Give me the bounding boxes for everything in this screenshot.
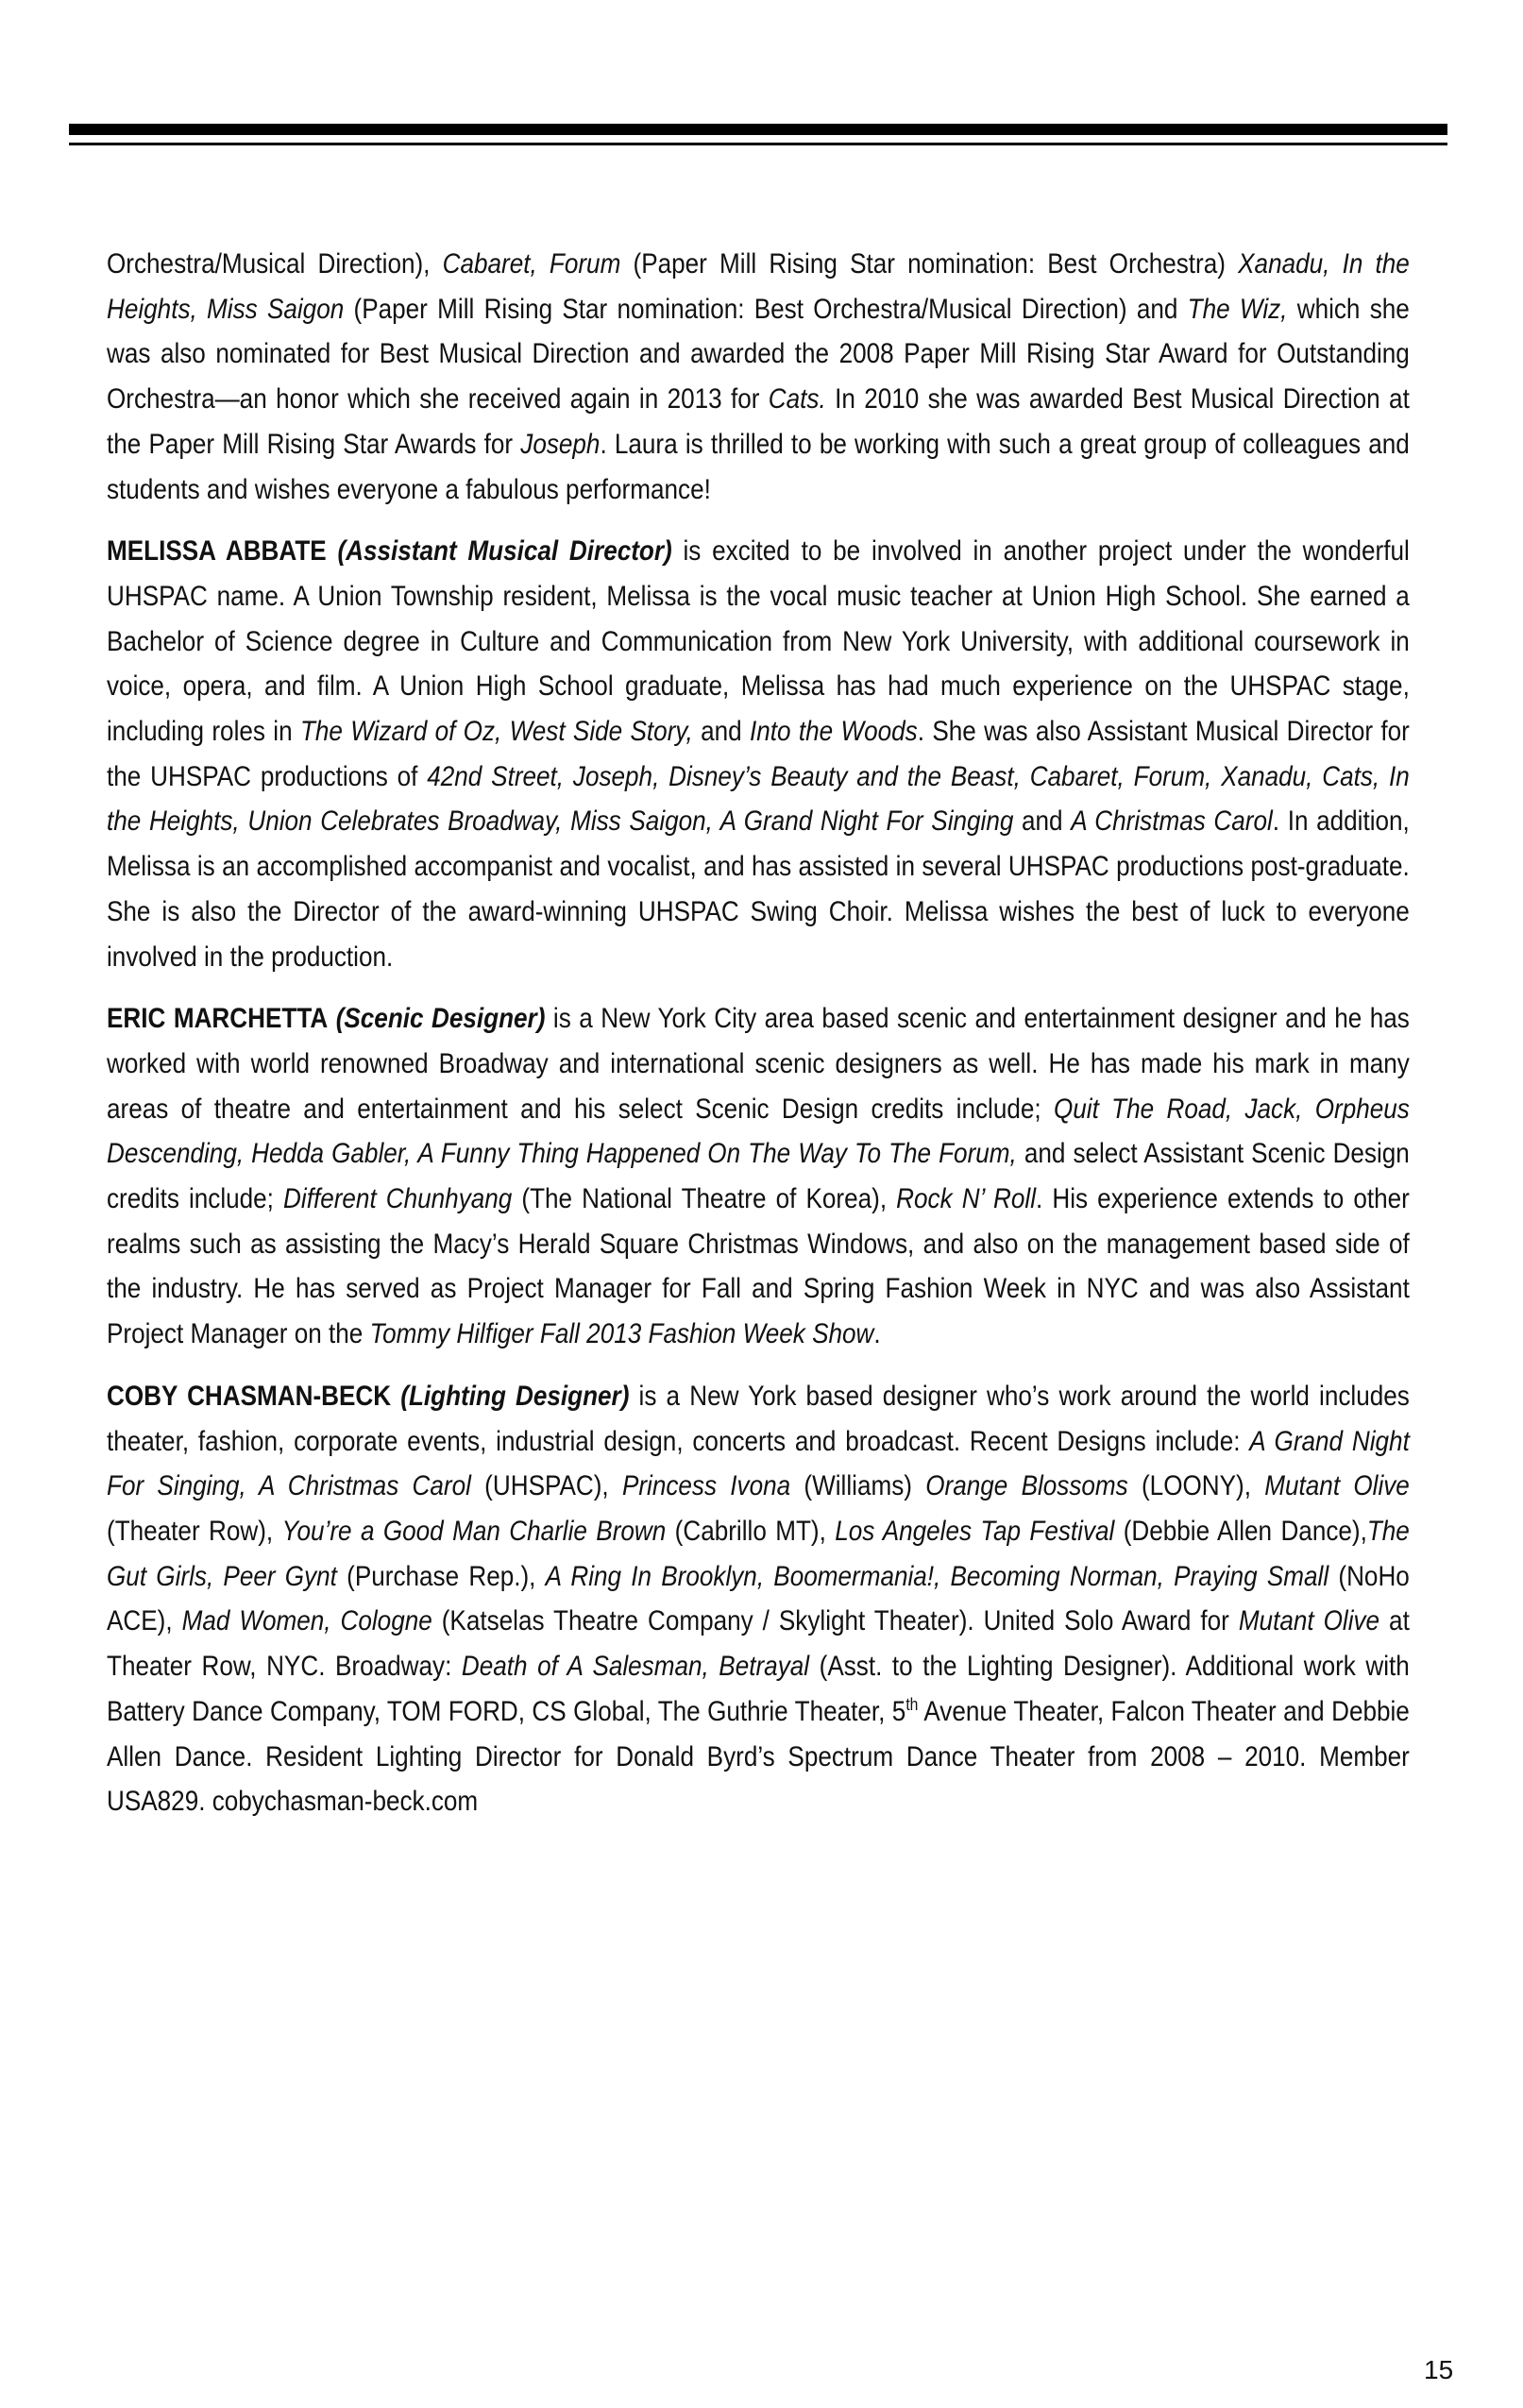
bio-text: . His experience extends to other realms such as assisting the Macy’s Herald Square Christmas Windows, and also on the management based side of the industry. He has served as Project Manager for Fall and Spring Fashion Week in NYC and was also Assistant Project Manager on the <box>107 1183 1410 1350</box>
bio-paragraph-laura-continued <box>107 242 1410 512</box>
page-number: 15 <box>1424 2355 1454 2384</box>
bio-text: is a New York based designer who’s work around the world includes theater, fashion, corporate events, industrial design, concerts and broadcast. Recent Designs include: <box>107 1380 1410 1457</box>
header-rule-thin <box>69 143 1447 145</box>
bio-name: ERIC MARCHETTA <box>107 1003 329 1035</box>
bio-text: (LOONY), <box>1127 1470 1265 1502</box>
bio-text: In 2010 she was awarded Best Musical Direction at the Paper Mill Rising Star Awards for <box>107 383 1410 460</box>
production-title: Princess Ivona <box>621 1470 791 1502</box>
bio-text: (Asst. to the Lighting Designer). Additional work with Battery Dance Company, TOM FORD, CS Global, The Guthrie Theater, 5 <box>107 1651 1410 1727</box>
production-title: Cats. <box>768 383 826 415</box>
bio-text: which she was also nominated for Best Musical Direction and awarded the 2008 Paper Mill Rising Star Award for Outstanding Orchestra—an honor which she received again in 2013 for <box>107 293 1410 415</box>
production-title: The Wiz, <box>1187 293 1288 325</box>
bio-text: . <box>873 1318 881 1350</box>
bio-text: (Purchase Rep.), <box>336 1560 546 1592</box>
production-title: Mutant Olive <box>1238 1605 1380 1637</box>
bio-paragraph-coby-chasman-beck <box>107 1374 1410 1824</box>
bio-text: is excited to be involved in another project under the wonderful UHSPAC name. A Union Township resident, Melissa is the vocal music teacher at Union High School. She earned a Bachelor of Science degree in Culture and Communication from New York University, with additional coursework in voice, opera, and film. A Union High School graduate, Melissa has had much experience on the UHSPAC stage, including roles in <box>107 535 1410 748</box>
bio-text: Orchestra/Musical Direction), <box>107 248 443 280</box>
production-title: The Gut Girls, Peer Gynt <box>107 1515 1410 1592</box>
bio-text: (The National Theatre of Korea), <box>512 1183 897 1215</box>
production-title: Orange Blossoms <box>925 1470 1128 1502</box>
bio-text: and <box>692 716 750 748</box>
bio-text-column <box>107 242 1410 1841</box>
production-title: A Christmas Carol <box>1071 805 1273 838</box>
bio-text: at Theater Row, NYC. Broadway: <box>107 1605 1410 1683</box>
bio-role: (Assistant Musical Director) <box>337 535 672 568</box>
production-title: A Ring In Brooklyn, Boomermania!, Becoming Norman, Praying Small <box>545 1560 1329 1592</box>
production-title: Joseph <box>520 428 601 460</box>
bio-role: (Scenic Designer) <box>335 1003 546 1035</box>
production-title: Different Chunhyang <box>283 1183 513 1215</box>
bio-text: (Paper Mill Rising Star nomination: Best Orchestra) <box>620 248 1239 280</box>
production-title: Mutant Olive <box>1264 1470 1410 1502</box>
bio-text: . In addition, Melissa is an accomplished accompanist and vocalist, and has assisted in several UHSPAC productions post-graduate. She is also the Director of the award-winning UHSPAC Swing Choir. Melissa wishes the best of luck to everyone involved in the production. <box>107 805 1410 973</box>
production-title: Mad Women, Cologne <box>181 1605 432 1637</box>
bio-role: (Lighting Designer) <box>400 1380 630 1412</box>
production-title: Tommy Hilfiger Fall 2013 Fashion Week Show <box>369 1318 874 1350</box>
production-title: Quit The Road, Jack, Orpheus Descending, Hedda Gabler, A Funny Thing Happened On The Way To The Forum, <box>107 1093 1410 1170</box>
bio-text: (NoHo ACE), <box>107 1560 1410 1637</box>
bio-name: COBY CHASMAN-BECK <box>107 1380 392 1412</box>
bio-text: and <box>1013 805 1072 838</box>
production-title: Rock N’ Roll <box>896 1183 1037 1215</box>
bio-text: (Paper Mill Rising Star nomination: Best Orchestra/Musical Direction) and <box>344 293 1188 325</box>
bio-text: and select Assistant Scenic Design credits include; <box>107 1138 1410 1215</box>
production-title: Xanadu, In the Heights, Miss Saigon <box>107 248 1410 325</box>
bio-text: (Theater Row), <box>107 1515 282 1547</box>
bio-paragraph-eric-marchetta <box>107 996 1410 1357</box>
bio-text: (UHSPAC), <box>470 1470 622 1502</box>
bio-name: MELISSA ABBATE <box>107 535 327 568</box>
bio-text: (Debbie Allen Dance), <box>1114 1515 1367 1547</box>
bio-role-wrapper <box>336 1003 546 1034</box>
bio-role-wrapper <box>337 535 671 567</box>
bio-text <box>391 1381 400 1412</box>
bio-text: is a New York City area based scenic and entertainment designer and he has worked with world renowned Broadway and international scenic designers as well. He has made his mark in many areas of theatre and entertainment and his select Scenic Design credits include; <box>107 1003 1410 1125</box>
production-title: Into the Woods <box>749 716 918 748</box>
bio-text: (Katselas Theatre Company / Skylight Theater). United Solo Award for <box>432 1605 1239 1637</box>
bio-role-wrapper <box>400 1381 629 1412</box>
bio-text: (Cabrillo MT), <box>666 1515 836 1547</box>
bio-text: (Williams) <box>790 1470 926 1502</box>
production-title: A Grand Night For Singing, A Christmas Carol <box>107 1425 1410 1502</box>
bio-text: . She was also Assistant Musical Director for the UHSPAC productions of <box>107 716 1410 792</box>
header-rule-thick <box>69 124 1447 135</box>
ordinal-suffix: th <box>905 1694 919 1714</box>
production-title: Death of A Salesman, Betrayal <box>461 1651 810 1683</box>
production-title: Los Angeles Tap Festival <box>835 1515 1115 1547</box>
production-title: 42nd Street, Joseph, Disney’s Beauty and the Beast, Cabaret, Forum, Xanadu, Cats, In the Heights, Union Celebrates Broadway, Miss Saigon, A Grand Night For Singing <box>107 760 1410 838</box>
production-title: Cabaret, Forum <box>442 248 621 280</box>
production-title: You’re a Good Man Charlie Brown <box>281 1515 667 1547</box>
bio-text: . Laura is thrilled to be working with such a great group of colleagues and students and wishes everyone a fabulous performance! <box>107 428 1410 505</box>
bio-text <box>327 535 338 567</box>
production-title: The Wizard of Oz, West Side Story, <box>299 716 693 748</box>
bio-paragraph-melissa-abbate <box>107 529 1410 979</box>
bio-text: Avenue Theater, Falcon Theater and Debbie Allen Dance. Resident Lighting Director for Donald Byrd’s Spectrum Dance Theater from 2008 – 2010. Member USA829. cobychasman-beck.com <box>107 1695 1410 1818</box>
bio-text <box>328 1003 335 1034</box>
